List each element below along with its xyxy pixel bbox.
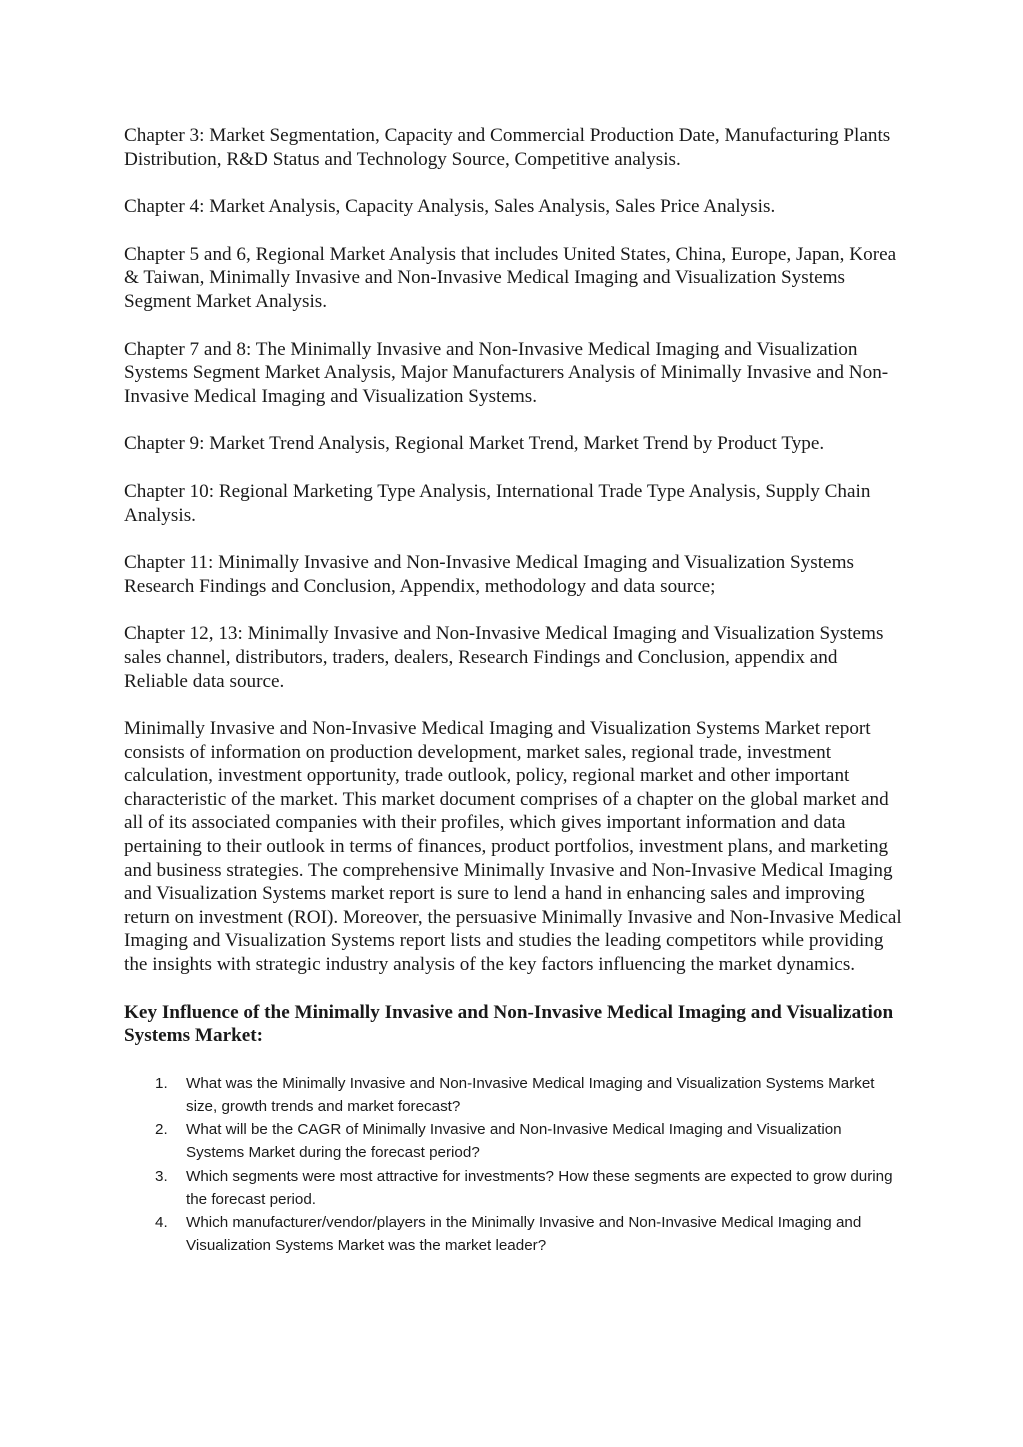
chapter-4-paragraph: Chapter 4: Market Analysis, Capacity Analysis, Sales Analysis, Sales Price Analysis. bbox=[124, 196, 776, 218]
chapter-3-paragraph: Chapter 3: Market Segmentation, Capacity and Commercial Production Date, Manufacturing Plants Distribution, R&D Status and Technology Source, Competitive analysis. bbox=[124, 125, 891, 170]
list-item-number: 3. bbox=[155, 1167, 168, 1185]
list-item-number: 1. bbox=[155, 1074, 168, 1092]
list-item bbox=[124, 1072, 904, 1118]
chapter-9-paragraph: Chapter 9: Market Trend Analysis, Regional Market Trend, Market Trend by Product Type. bbox=[124, 433, 825, 455]
list-item-number: 4. bbox=[155, 1214, 168, 1232]
chapter-12-13-paragraph: Chapter 12, 13: Minimally Invasive and Non-Invasive Medical Imaging and Visualization Systems sales channel, distributors, traders, dealers, Research Findings and Conclusion, appendix and Reliable data source. bbox=[124, 623, 884, 692]
list-item-text: Which segments were most attractive for investments? How these segments are expected to grow during the forecast period. bbox=[186, 1167, 893, 1208]
list-item-text: Which manufacturer/vendor/players in the Minimally Invasive and Non-Invasive Medical Imaging and Visualization Systems Market was the market leader? bbox=[186, 1214, 862, 1255]
list-item-text: What will be the CAGR of Minimally Invasive and Non-Invasive Medical Imaging and Visualization Systems Market during the forecast period? bbox=[186, 1121, 842, 1162]
list-item-number: 2. bbox=[155, 1121, 168, 1139]
document-body bbox=[124, 124, 904, 1257]
chapter-10-paragraph: Chapter 10: Regional Marketing Type Analysis, International Trade Type Analysis, Supply Chain Analysis. bbox=[124, 480, 871, 526]
chapter-5-6-paragraph: Chapter 5 and 6, Regional Market Analysis that includes United States, China, Europe, Japan, Korea & Taiwan, Minimally Invasive and Non-Invasive Medical Imaging and Visualization Systems Segment Market Analysis. bbox=[124, 243, 897, 312]
list-item bbox=[124, 1165, 904, 1211]
chapter-7-8-paragraph: Chapter 7 and 8: The Minimally Invasive and Non-Invasive Medical Imaging and Visualization Systems Segment Market Analysis, Major Manufacturers Analysis of Minimally Invasive and Non-Invasive Medical Imaging and Visualization Systems. bbox=[124, 338, 889, 407]
key-questions-list bbox=[124, 1072, 904, 1258]
list-item bbox=[124, 1118, 904, 1164]
list-item-text: What was the Minimally Invasive and Non-Invasive Medical Imaging and Visualization Systems Market size, growth trends and market forecast? bbox=[186, 1074, 875, 1116]
key-influence-heading: Key Influence of the Minimally Invasive and Non-Invasive Medical Imaging and Visualization Systems Market: bbox=[124, 1001, 894, 1047]
report-summary-paragraph: Minimally Invasive and Non-Invasive Medical Imaging and Visualization Systems Market report consists of information on production development, market sales, regional trade, investment calculation, investment opportunity, trade outlook, policy, regional market and other important characteristic of the market. This market document comprises of a chapter on the global market and all of its associated companies with their profiles, which gives important information and data pertaining to their outlook in terms of finances, product portfolios, investment plans, and marketing and business strategies. The comprehensive Minimally Invasive and Non-Invasive Medical Imaging and Visualization Systems market report is sure to lend a hand in enhancing sales and improving return on investment (ROI). Moreover, the persuasive Minimally Invasive and Non-Invasive Medical Imaging and Visualization Systems report lists and studies the leading competitors while providing the insights with strategic industry analysis of the key factors influencing the market dynamics. bbox=[124, 718, 902, 976]
chapter-11-paragraph: Chapter 11: Minimally Invasive and Non-Invasive Medical Imaging and Visualization Systems Research Findings and Conclusion, Appendix, methodology and data source; bbox=[124, 552, 854, 597]
list-item bbox=[124, 1211, 904, 1257]
